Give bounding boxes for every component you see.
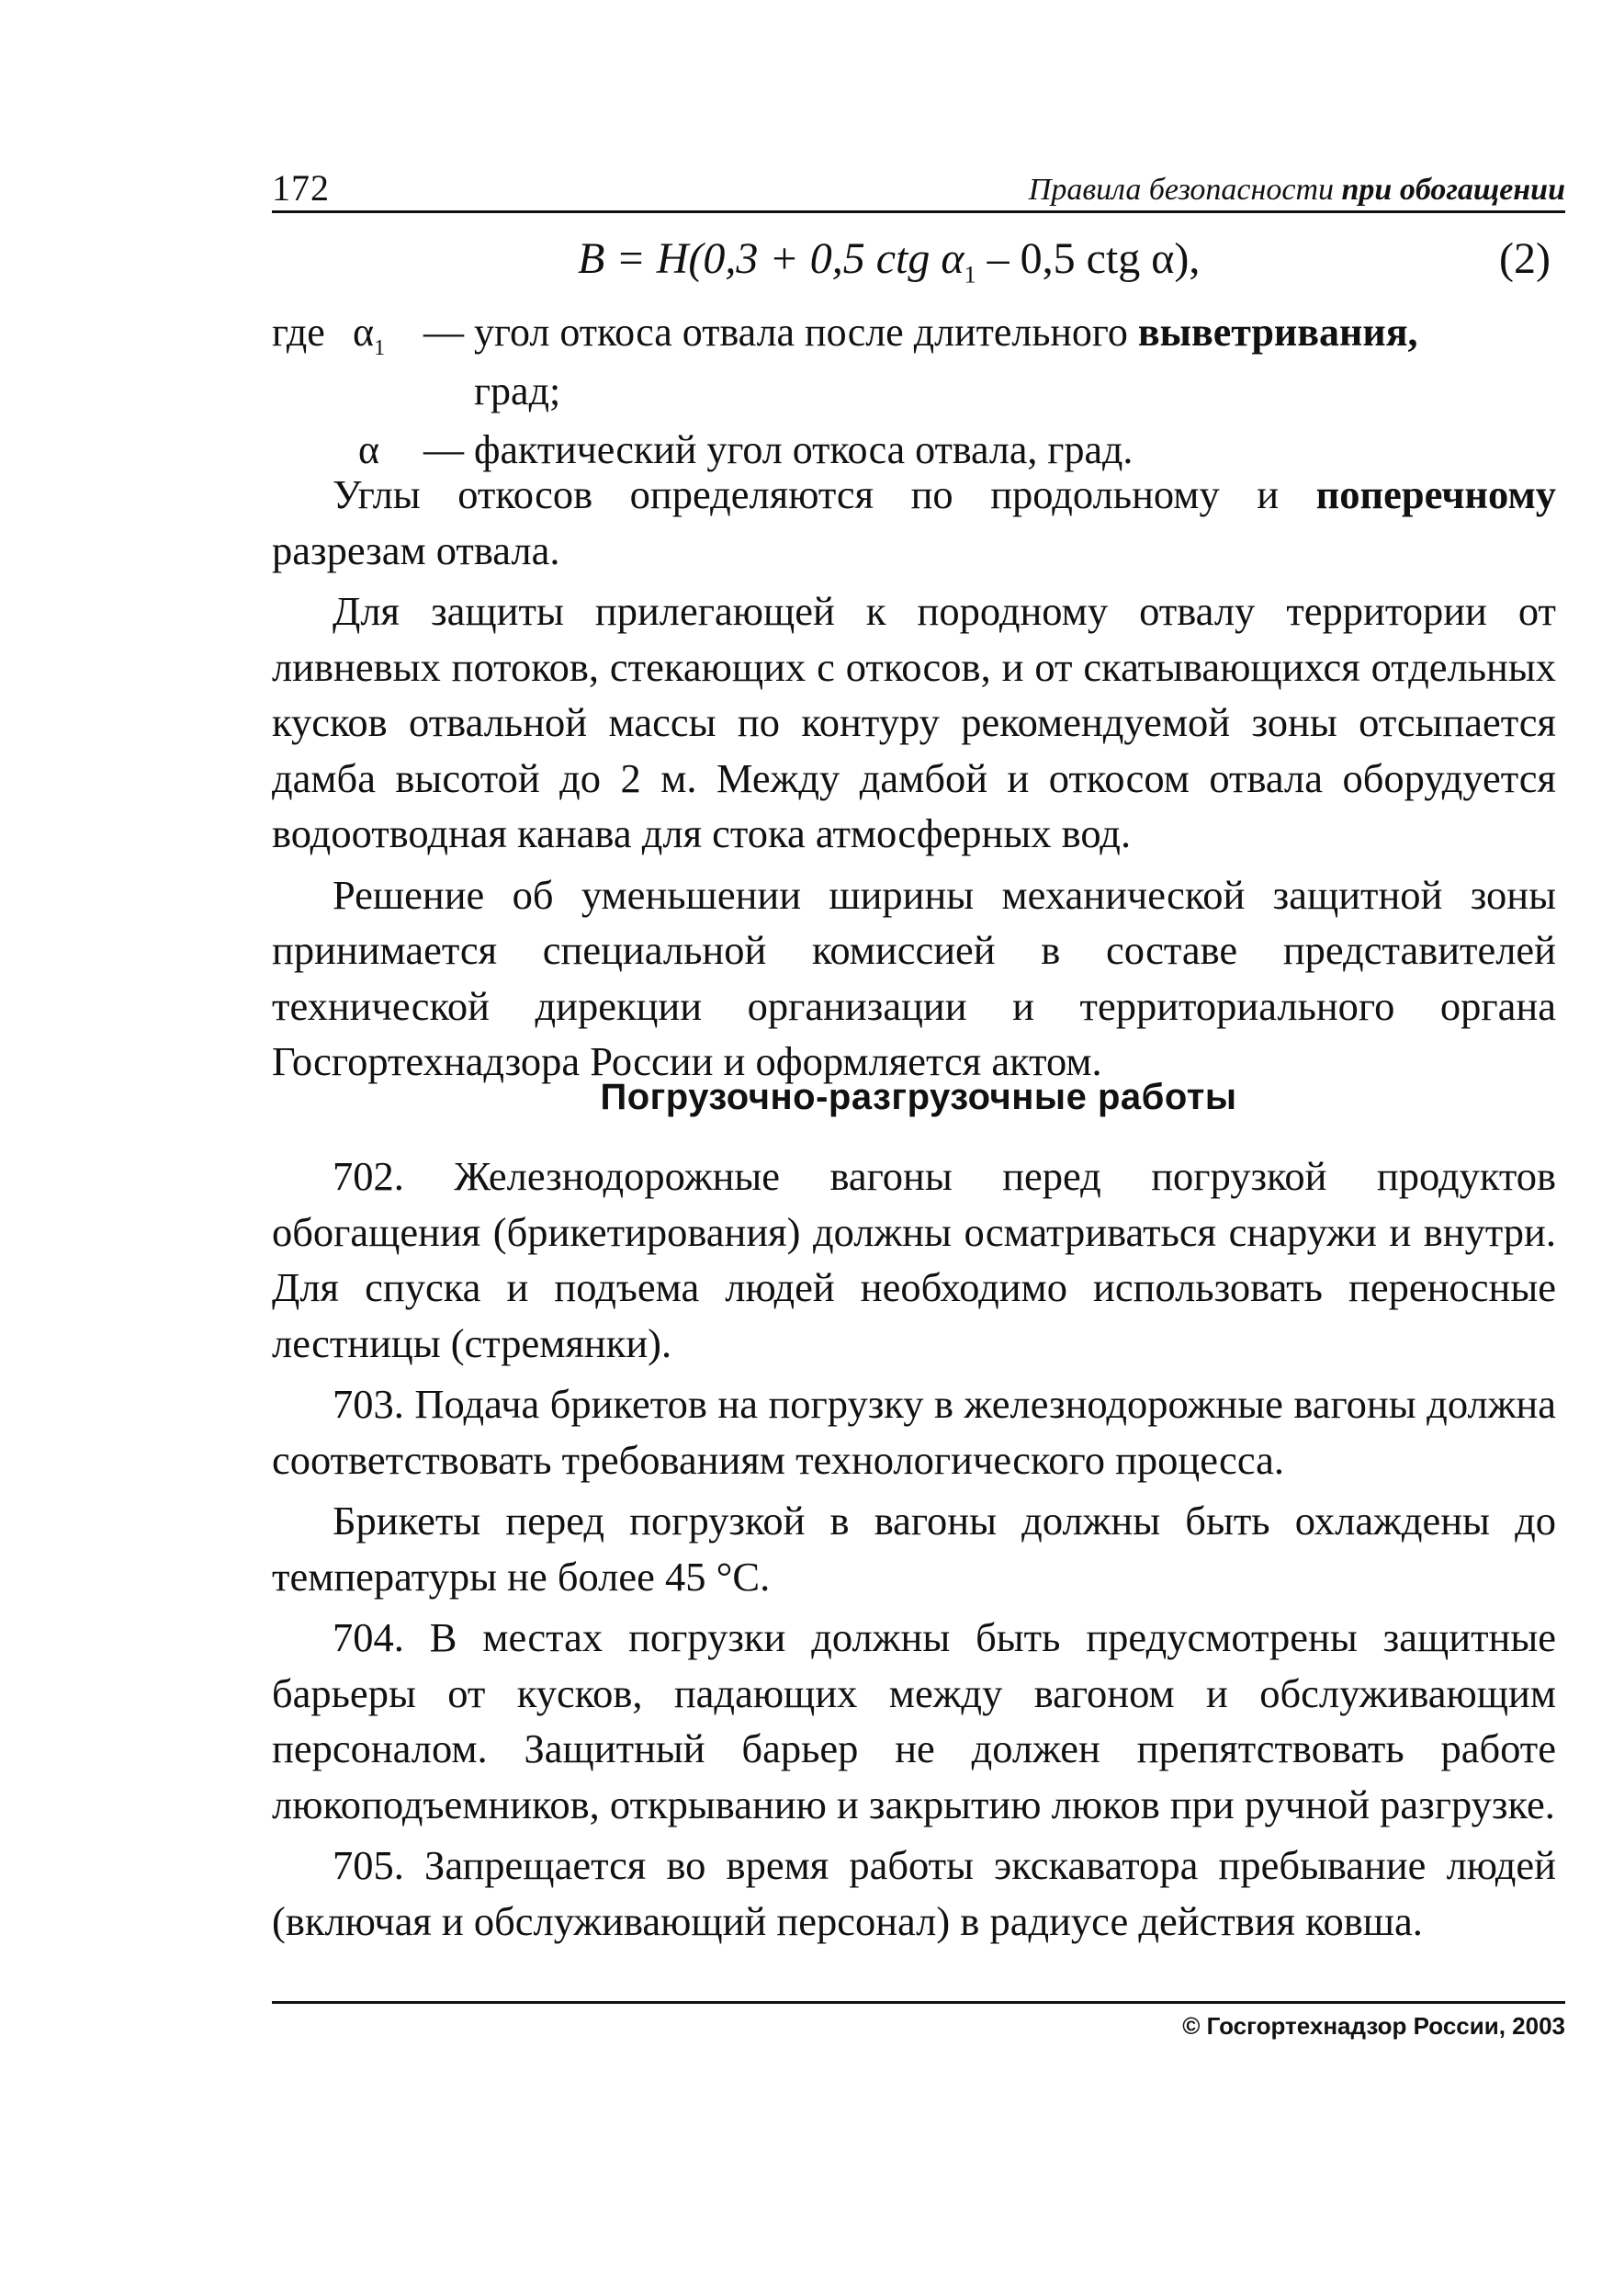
paragraph-text: разрезам отвала. [272, 526, 560, 573]
definition-unit: град; [474, 368, 561, 413]
running-title-bold: при обогащении [1341, 173, 1565, 207]
body-paragraphs-bottom [272, 1148, 1556, 1949]
rule-item: 702. Железнодорожные вагоны перед погрузкой продуктов обогащения (брикетирования) должны осматриваться снаружи и внутри. Для спуска и подъема людей необходимо использовать переносные лестницы (стремянки). [272, 1153, 1556, 1366]
definition-text: — фактический угол откоса отвала, град. [423, 427, 1134, 472]
formula-block [272, 230, 1565, 294]
page-header [272, 162, 1565, 213]
definition-text-main: — угол откоса отвала после длительного [423, 310, 1128, 355]
page-number: 172 [272, 167, 330, 209]
paragraph [272, 467, 1556, 578]
rule-item: Брикеты перед погрузкой в вагоны должны быть охлаждены до температуры не более 45 °С. [272, 1498, 1556, 1600]
definition-continuation [272, 362, 1565, 421]
paragraph-bold: поперечному [1315, 471, 1557, 517]
rule-item: 703. Подача брикетов на погрузку в железнодорожные вагоны должна соответствовать требованиям технологического процесса. [272, 1381, 1556, 1483]
footer-rule [272, 2001, 1565, 2004]
definition-row [272, 303, 1565, 362]
formula-subscript: 1 [964, 261, 976, 288]
running-title [1029, 173, 1565, 208]
paragraph-text: Углы откосов определяются по продольному и [333, 471, 1280, 517]
formula-rhs: – 0,5 ctg α), [976, 234, 1201, 283]
rule-item: 704. В местах погрузки должны быть предусмотрены защитные барьеры от кусков, падающих между вагоном и обслуживающим персоналом. Защитный барьер не должен препятствовать работе люкоподъемников, открыванию и закрытию люков при ручной разгрузке. [272, 1614, 1556, 1827]
where-label: где [272, 310, 325, 355]
definition-symbol: α [358, 427, 380, 472]
definition-text-bold: выветривания, [1137, 310, 1418, 355]
rule-item: 705. Запрещается во время работы экскаватора пребывание людей (включая и обслуживающий персонал) в радиусе действия ковша. [272, 1842, 1556, 1944]
definition-text [423, 303, 1418, 362]
definitions [272, 303, 1565, 480]
symbol-subscript: 1 [374, 335, 386, 360]
section-heading: Погрузочно-разгрузочные работы [600, 1077, 1237, 1117]
running-title-main: Правила безопасности [1028, 173, 1334, 207]
formula-number: (2) [1499, 234, 1551, 283]
body-paragraphs-top [272, 467, 1556, 1090]
paragraph: Для защиты прилегающей к породному отвалу территории от ливневых потоков, стекающих с откосов, и от скатывающихся отдельных кусков отвальной массы по контуру рекомендуемой зоны отсыпается дамба высотой до 2 м. Между дамбой и откосом отвала оборудуется водоотводная канава для стока атмосферных вод. [272, 588, 1556, 856]
header-rule [272, 210, 1565, 213]
formula [578, 233, 1200, 289]
symbol-alpha: α [353, 310, 375, 355]
copyright-footer: © Госгортехнадзор России, 2003 [1182, 2012, 1565, 2040]
formula-lhs: B = H(0,3 + 0,5 ctg α [578, 234, 964, 283]
paragraph: Решение об уменьшении ширины механической защитной зоны принимается специальной комиссией в составе представителей технической дирекции организации и территориального органа Госгортехнадзора России и оформляется актом. [272, 871, 1556, 1084]
